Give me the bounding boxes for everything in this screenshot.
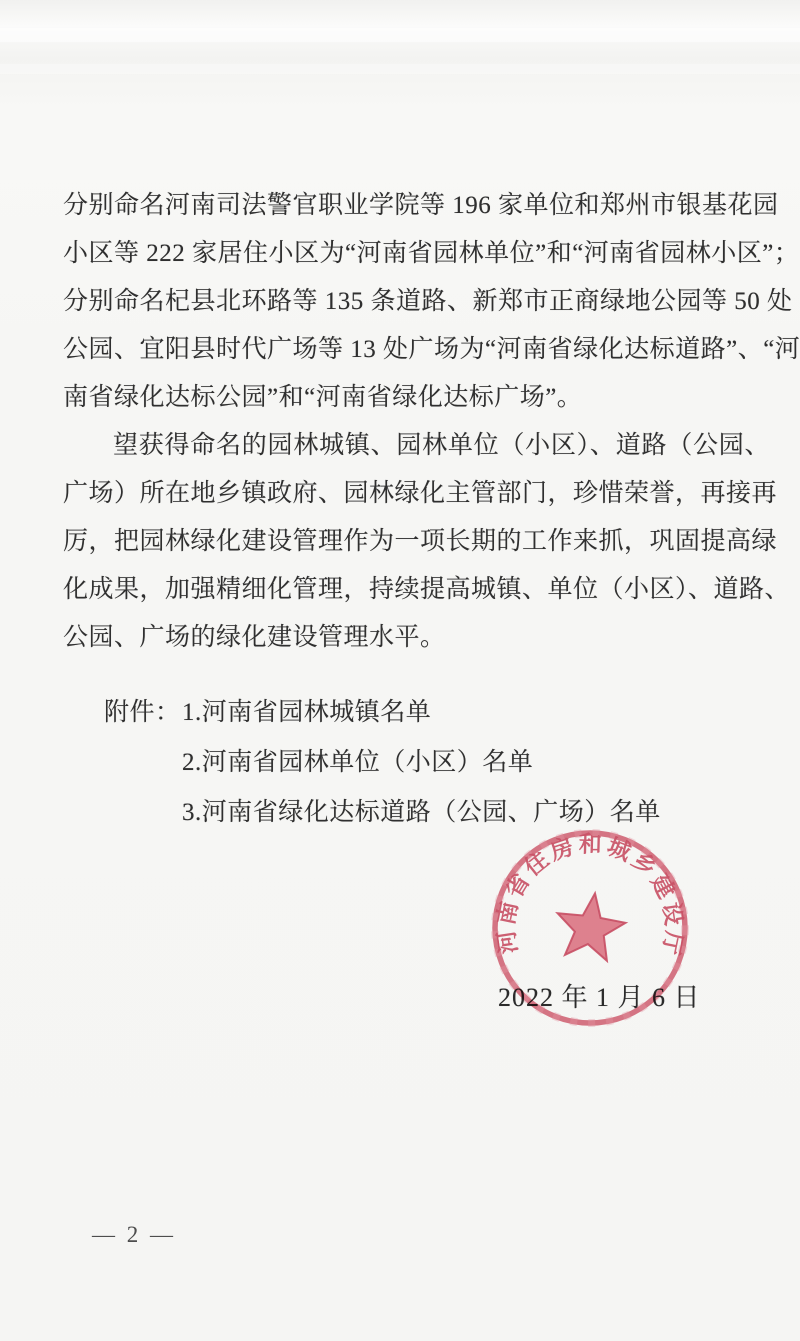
body-paragraph-2 [63, 422, 791, 662]
text-line: 公园、宜阳县时代广场等 13 处广场为“河南省绿化达标道路”、“河 [63, 336, 800, 363]
attachments-label: 附件： [104, 699, 181, 726]
attachment-row [104, 688, 661, 738]
text-line: 小区等 222 家居住小区为“河南省园林单位”和“河南省园林小区”； [63, 240, 800, 267]
text-line: 分别命名杞县北环路等 135 条道路、新郑市正商绿地公园等 50 处 [63, 288, 793, 315]
attachment-item-2: 2.河南省园林单位（小区）名单 [182, 749, 534, 776]
body-paragraph-1 [63, 182, 800, 422]
seal-agency-arc-text: 河南省住房和城乡建设厅 [493, 831, 687, 961]
text-line: 公园、广场的绿化建设管理水平。 [63, 624, 446, 651]
attachments-block [104, 688, 661, 838]
attachment-item-1: 1.河南省园林城镇名单 [182, 699, 432, 726]
attachment-item-3: 3.河南省绿化达标道路（公园、广场）名单 [182, 799, 661, 826]
text-line: 化成果，加强精细化管理，持续提高城镇、单位（小区）、道路、 [63, 576, 791, 603]
document-date: 2022 年 1 月 6 日 [498, 983, 701, 1012]
scan-streak [0, 64, 800, 74]
scan-streak [0, 28, 800, 42]
text-line: 南省绿化达标公园”和“河南省绿化达标广场”。 [63, 384, 583, 411]
attachment-row [182, 738, 661, 788]
text-line: 广场）所在地乡镇政府、园林绿化主管部门，珍惜荣誉，再接再 [63, 480, 778, 507]
text-line: 分别命名河南司法警官职业学院等 196 家单位和郑州市银基花园 [63, 192, 779, 219]
page-number: — 2 — [92, 1222, 176, 1247]
text-line: 望获得命名的园林城镇、园林单位（小区）、道路（公园、 [113, 432, 770, 459]
seal-star-icon [558, 893, 626, 960]
attachment-row [182, 788, 661, 838]
text-line: 厉，把园林绿化建设管理作为一项长期的工作来抓，巩固提高绿 [63, 528, 778, 555]
